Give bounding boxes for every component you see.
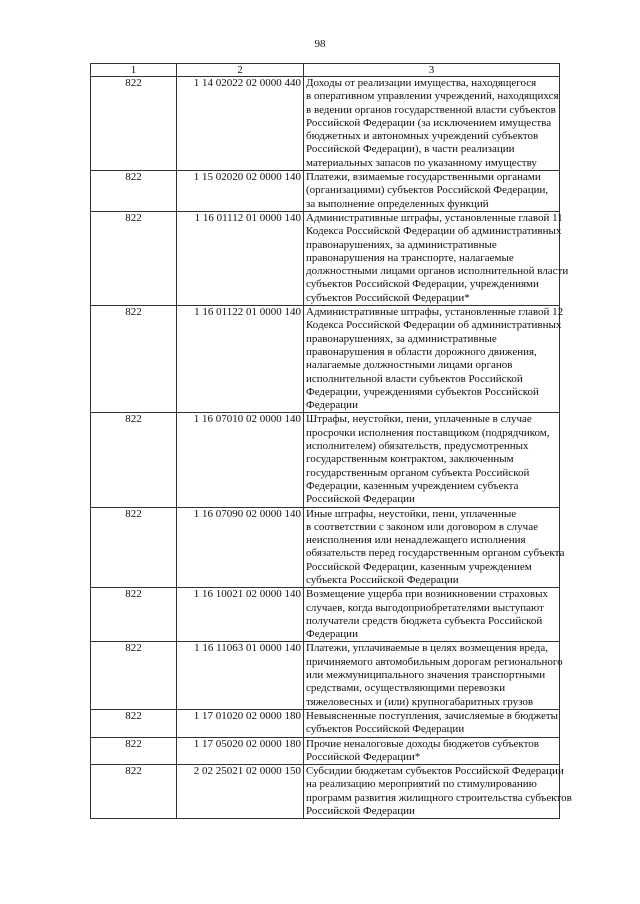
revenue-name-line: Субсидии бюджетам субъектов Российской Федерации xyxy=(306,765,564,778)
revenue-name-line: правонарушениях, за административные xyxy=(306,238,497,251)
table-row xyxy=(91,737,560,765)
column-header-2: 2 xyxy=(177,64,304,77)
revenue-name-cell xyxy=(304,588,560,642)
revenue-name-cell xyxy=(304,765,572,819)
revenue-name-cell xyxy=(304,211,569,305)
revenue-name-cell xyxy=(304,709,560,737)
admin-code-cell: 822 xyxy=(91,765,177,819)
revenue-name-line: правонарушения в области дорожного движения, xyxy=(306,345,537,358)
revenue-name-line: субъекта Российской Федерации xyxy=(306,573,459,586)
revenue-name-line: в оперативном управлении учреждений, находящихся xyxy=(306,90,559,103)
revenue-name-line: налагаемые должностными лицами органов xyxy=(306,359,513,372)
revenue-name-line: Российской Федерации), в части реализации xyxy=(306,143,515,156)
table-row xyxy=(91,211,560,305)
revenue-name-line: бюджетных и автономных учреждений субъектов xyxy=(306,130,539,143)
revenue-name-line: государственным контрактом, заключенным xyxy=(306,453,514,466)
revenue-name-line: или межмуниципального значения транспортными xyxy=(306,669,546,682)
table-row xyxy=(91,642,560,709)
revenue-name-line: Невыясненные поступления, зачисляемые в бюджеты xyxy=(306,709,559,722)
table-row xyxy=(91,77,560,171)
revenue-name-line: материальных запасов по указанному имуществу xyxy=(306,156,537,169)
admin-code-cell: 822 xyxy=(91,171,177,212)
revenue-name-line: исполнителем) обязательств, предусмотренных xyxy=(306,440,529,453)
admin-code-cell: 822 xyxy=(91,306,177,413)
budget-codes-table xyxy=(90,63,572,819)
revenue-name-cell xyxy=(304,306,564,413)
column-header-3: 3 xyxy=(304,64,560,77)
admin-code-cell: 822 xyxy=(91,642,177,709)
revenue-name-cell xyxy=(304,77,560,171)
table-row xyxy=(91,306,560,413)
admin-code-cell: 822 xyxy=(91,413,177,507)
table-header-row xyxy=(91,64,560,77)
revenue-name-line: Федерации, казенным учреждением субъекта xyxy=(306,479,519,492)
revenue-name-line: правонарушения на транспорте, налагаемые xyxy=(306,251,514,264)
budget-classification-code-cell: 1 16 07010 02 0000 140 xyxy=(177,413,304,507)
budget-classification-code-cell: 1 16 11063 01 0000 140 xyxy=(177,642,304,709)
revenue-name-line: Прочие неналоговые доходы бюджетов субъектов xyxy=(306,737,539,750)
revenue-name-line: (организациями) субъектов Российской Федерации, xyxy=(306,184,549,197)
table-body xyxy=(91,77,572,819)
revenue-name-line: средствами, осуществляющими перевозки xyxy=(306,682,506,695)
budget-classification-code-cell: 1 16 10021 02 0000 140 xyxy=(177,588,304,642)
table-row xyxy=(91,709,560,737)
revenue-name-cell xyxy=(304,413,560,507)
revenue-name-line: Российской Федерации, казенным учреждением xyxy=(306,560,532,573)
revenue-name-line: в соответствии с законом или договором в случае xyxy=(306,520,538,533)
admin-code-cell: 822 xyxy=(91,588,177,642)
revenue-name-line: Федерации xyxy=(306,399,358,412)
revenue-name-line: просрочки исполнения поставщиком (подрядчиком, xyxy=(306,426,550,439)
revenue-name-line: Кодекса Российской Федерации об административных xyxy=(306,225,562,238)
revenue-name-line: Административные штрафы, установленные главой 11 xyxy=(306,211,563,224)
revenue-name-line: Кодекса Российской Федерации об административных xyxy=(306,319,562,332)
budget-classification-code-cell: 1 17 01020 02 0000 180 xyxy=(177,709,304,737)
admin-code-cell: 822 xyxy=(91,737,177,765)
admin-code-cell: 822 xyxy=(91,507,177,588)
revenue-name-cell xyxy=(304,642,563,709)
revenue-name-line: причиняемого автомобильным дорогам регионального xyxy=(306,655,563,668)
table-row xyxy=(91,413,560,507)
revenue-name-line: Федерации, учреждениями субъектов Российской xyxy=(306,385,539,398)
revenue-name-line: Российской Федерации xyxy=(306,805,415,818)
page-number: 98 xyxy=(314,38,326,50)
revenue-name-line: обязательств перед государственным органом субъекта xyxy=(306,547,565,560)
budget-classification-code-cell: 1 16 07090 02 0000 140 xyxy=(177,507,304,588)
column-header-1: 1 xyxy=(91,64,177,77)
revenue-name-line: программ развития жилищного строительства субъектов xyxy=(306,791,572,804)
revenue-name-line: правонарушениях, за административные xyxy=(306,332,497,345)
revenue-name-cell xyxy=(304,171,560,212)
revenue-name-line: неисполнения или ненадлежащего исполнения xyxy=(306,534,526,547)
revenue-name-cell xyxy=(304,737,560,765)
revenue-name-line: Российской Федерации xyxy=(306,493,415,506)
table-row xyxy=(91,171,560,212)
revenue-name-cell xyxy=(304,507,565,588)
revenue-name-line: в ведении органов государственной власти субъектов xyxy=(306,103,556,116)
revenue-name-line: случаев, когда выгодоприобретателями выступают xyxy=(306,601,544,614)
revenue-name-line: субъектов Российской Федерации, учреждениями xyxy=(306,278,539,291)
admin-code-cell: 822 xyxy=(91,211,177,305)
table-row xyxy=(91,507,560,588)
budget-classification-code-cell: 1 14 02022 02 0000 440 xyxy=(177,77,304,171)
revenue-name-line: Российской Федерации (за исключением имущества xyxy=(306,116,552,129)
revenue-name-line: Иные штрафы, неустойки, пени, уплаченные xyxy=(306,507,517,520)
revenue-name-line: субъектов Российской Федерации xyxy=(306,723,465,736)
revenue-name-line: Платежи, уплачиваемые в целях возмещения вреда, xyxy=(306,642,548,655)
revenue-name-line: должностными лицами органов исполнительной власти xyxy=(306,265,569,278)
revenue-name-line: получатели средств бюджета субъекта Российской xyxy=(306,614,543,627)
revenue-name-line: Платежи, взимаемые государственными органами xyxy=(306,171,541,184)
table-row xyxy=(91,588,560,642)
budget-classification-code-cell: 1 17 05020 02 0000 180 xyxy=(177,737,304,765)
revenue-name-line: Федерации xyxy=(306,628,358,641)
admin-code-cell: 822 xyxy=(91,77,177,171)
admin-code-cell: 822 xyxy=(91,709,177,737)
revenue-name-line: за выполнение определенных функций xyxy=(306,197,489,210)
revenue-name-line: Возмещение ущерба при возникновении страховых xyxy=(306,588,548,601)
revenue-name-line: исполнительной власти субъектов Российской xyxy=(306,372,523,385)
revenue-name-line: на реализацию мероприятий по стимулированию xyxy=(306,778,537,791)
revenue-name-line: Административные штрафы, установленные главой 12 xyxy=(306,306,564,319)
revenue-name-line: Штрафы, неустойки, пени, уплаченные в случае xyxy=(306,413,532,426)
revenue-name-line: субъектов Российской Федерации* xyxy=(306,291,470,304)
budget-classification-code-cell: 1 16 01122 01 0000 140 xyxy=(177,306,304,413)
budget-classification-code-cell: 1 15 02020 02 0000 140 xyxy=(177,171,304,212)
budget-classification-code-cell: 2 02 25021 02 0000 150 xyxy=(177,765,304,819)
budget-classification-code-cell: 1 16 01112 01 0000 140 xyxy=(177,211,304,305)
revenue-name-line: государственным органом субъекта Российской xyxy=(306,466,530,479)
revenue-name-line: Доходы от реализации имущества, находящегося xyxy=(306,77,537,89)
table-row xyxy=(91,765,560,819)
revenue-name-line: Российской Федерации* xyxy=(306,750,421,763)
revenue-name-line: тяжеловесных и (или) крупногабаритных грузов xyxy=(306,695,534,708)
